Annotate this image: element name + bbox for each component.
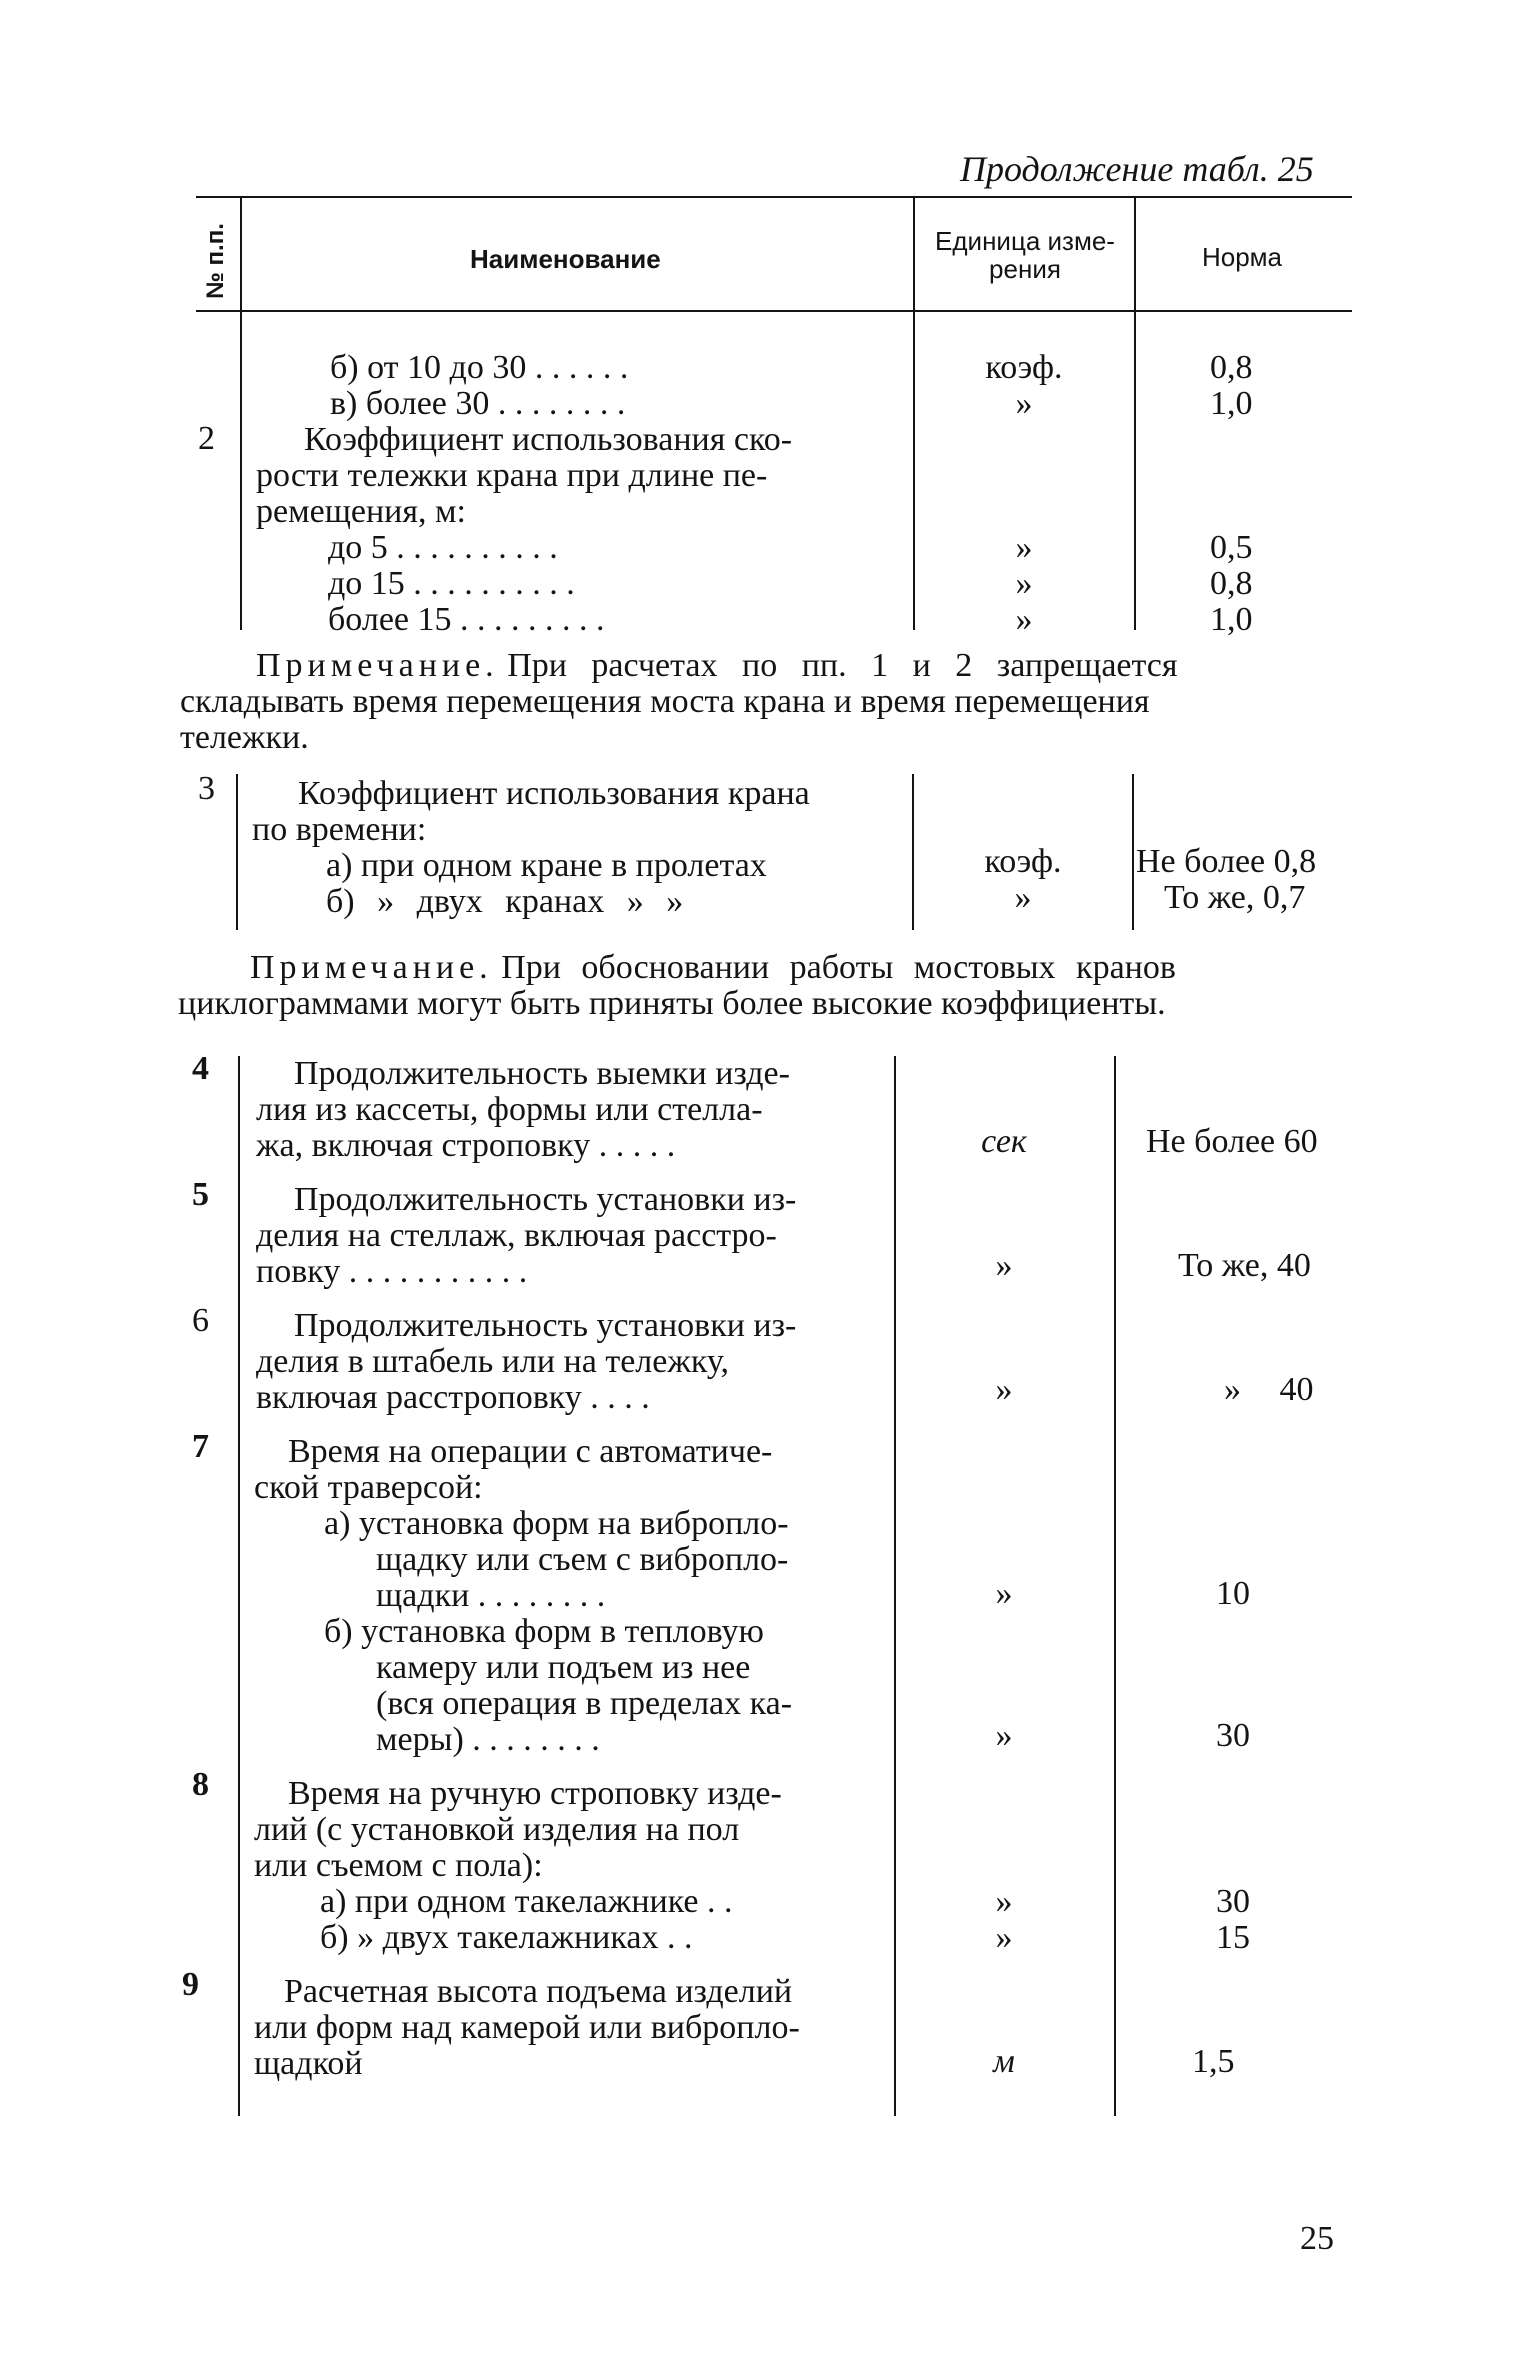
row-line: б) установка форм в тепловую (324, 1613, 764, 1650)
header-divider-1 (240, 196, 242, 312)
header-name: Наименование (470, 244, 661, 274)
unit-cell: сек (981, 1123, 1027, 1160)
row-line: а) при одном такелажнике . . (320, 1883, 733, 1920)
norm-cell: То же, 40 (1178, 1247, 1311, 1284)
row-line: или съемом с пола): (254, 1847, 543, 1884)
block2-divider-1 (236, 774, 238, 930)
unit-cell: » (1015, 565, 1033, 602)
row-line: рости тележки крана при длине пе- (256, 457, 768, 494)
row-number: 3 (198, 770, 215, 807)
norm-cell: 15 (1216, 1919, 1250, 1956)
note-2-line-2: циклограммами могут быть приняты более высокие коэффициенты. (178, 985, 1166, 1022)
page-number: 25 (1300, 2220, 1334, 2257)
row-line: Время на ручную строповку изде- (288, 1775, 782, 1812)
table-caption: Продолжение табл. 25 (960, 149, 1314, 189)
row-line: а) установка форм на вибропло- (324, 1505, 789, 1542)
unit-cell: коэф. (985, 349, 1063, 386)
unit-cell: » (995, 1371, 1013, 1408)
row-line: щадку или съем с вибропло- (376, 1541, 789, 1578)
row-number: 8 (192, 1766, 209, 1803)
row-line: меры) . . . . . . . . (376, 1721, 600, 1758)
header-top-rule (196, 196, 1352, 198)
row-line: жа, включая строповку . . . . . (256, 1127, 676, 1164)
row-line: делия в штабель или на тележку, (256, 1343, 729, 1380)
unit-cell: коэф. (984, 843, 1062, 880)
note-label: Примечание. (256, 647, 499, 684)
row-number: 4 (192, 1050, 209, 1087)
row-line: по времени: (252, 811, 427, 848)
norm-cell: То же, 0,7 (1164, 879, 1306, 916)
block3-divider-1 (238, 1056, 240, 2116)
header-divider-3 (1134, 196, 1136, 312)
row-line: повку . . . . . . . . . . . (256, 1253, 528, 1290)
unit-cell: » (995, 1247, 1013, 1284)
norm-cell: Не более 60 (1146, 1123, 1318, 1160)
unit-cell: » (1014, 879, 1032, 916)
unit-cell: м (993, 2043, 1015, 2080)
row-line: а) при одном кране в пролетах (326, 847, 767, 884)
row-number: 6 (192, 1302, 209, 1339)
row-line: Время на операции с автоматиче- (288, 1433, 773, 1470)
norm-cell: 1,0 (1210, 601, 1253, 638)
unit-cell: » (995, 1575, 1013, 1612)
note-text: При расчетах по пп. 1 и 2 запрещается (507, 647, 1178, 684)
row-number: 5 (192, 1176, 209, 1213)
row-number: 7 (192, 1428, 209, 1465)
row-line: Продолжительность установки из- (294, 1307, 797, 1344)
header-unit-line-2: рения (989, 254, 1061, 284)
block1-divider-3 (1134, 312, 1136, 630)
header-number: № п.п. (202, 223, 229, 299)
row-number: 9 (182, 1966, 199, 2003)
row-line: б) » двух такелажниках . . (320, 1919, 693, 1956)
unit-cell: » (995, 1883, 1013, 1920)
norm-cell: 10 (1216, 1575, 1250, 1612)
row-line: Продолжительность установки из- (294, 1181, 797, 1218)
row-line: или форм над камерой или вибропло- (254, 2009, 800, 2046)
unit-cell: » (995, 1717, 1013, 1754)
row-line: ской траверсой: (254, 1469, 483, 1506)
note-text: При обосновании работы мостовых кранов (501, 949, 1176, 986)
note-label: Примечание. (250, 949, 493, 986)
header-unit-line-1: Единица изме- (935, 226, 1115, 256)
row-line: Расчетная высота подъема изделий (284, 1973, 793, 2010)
note-2-line-1 (250, 950, 1176, 986)
norm-cell: 0,8 (1210, 565, 1253, 602)
norm-cell: » 40 (1224, 1371, 1314, 1408)
row-line: Продолжительность выемки изде- (294, 1055, 790, 1092)
row-line: б) от 10 до 30 . . . . . . (330, 349, 629, 386)
row-line: Коэффициент использования крана (298, 775, 810, 812)
row-line: лия из кассеты, формы или стелла- (256, 1091, 763, 1128)
row-number: 2 (198, 420, 215, 457)
norm-cell: 0,8 (1210, 349, 1253, 386)
row-line: в) более 30 . . . . . . . . (330, 385, 626, 422)
norm-cell: 1,0 (1210, 385, 1253, 422)
header-norm: Норма (1201, 242, 1283, 272)
row-line: камеру или подъем из нее (376, 1649, 751, 1686)
block3-divider-3 (1114, 1056, 1116, 2116)
norm-cell: Не более 0,8 (1136, 843, 1317, 880)
row-line: до 15 . . . . . . . . . . (328, 565, 575, 602)
row-line: (вся операция в пределах ка- (376, 1685, 793, 1722)
note-1-line-1 (256, 648, 1178, 684)
norm-cell: 30 (1216, 1883, 1250, 1920)
norm-cell: 30 (1216, 1717, 1250, 1754)
row-line: до 5 . . . . . . . . . . (328, 529, 558, 566)
norm-cell: 0,5 (1210, 529, 1253, 566)
row-line: б) » двух кранах » » (326, 883, 684, 920)
block1-divider-1 (240, 312, 242, 630)
header-bottom-rule (196, 310, 1352, 312)
row-line: включая расстроповку . . . . (256, 1379, 650, 1416)
row-line: Коэффициент использования ско- (304, 421, 793, 458)
header-divider-2 (913, 196, 915, 312)
norm-cell: 1,5 (1192, 2043, 1235, 2080)
unit-cell: » (995, 1919, 1013, 1956)
note-1-line-2: складывать время перемещения моста крана и время перемещения (180, 683, 1150, 720)
row-line: делия на стеллаж, включая расстро- (256, 1217, 777, 1254)
unit-cell: » (1015, 385, 1033, 422)
row-line: щадки . . . . . . . . (376, 1577, 606, 1614)
row-line: более 15 . . . . . . . . . (328, 601, 605, 638)
unit-cell: » (1015, 601, 1033, 638)
row-line: ремещения, м: (256, 493, 466, 530)
unit-cell: » (1015, 529, 1033, 566)
note-1-line-3: тележки. (180, 719, 309, 756)
row-line: лий (с установкой изделия на пол (254, 1811, 740, 1848)
row-line: щадкой (254, 2045, 363, 2082)
